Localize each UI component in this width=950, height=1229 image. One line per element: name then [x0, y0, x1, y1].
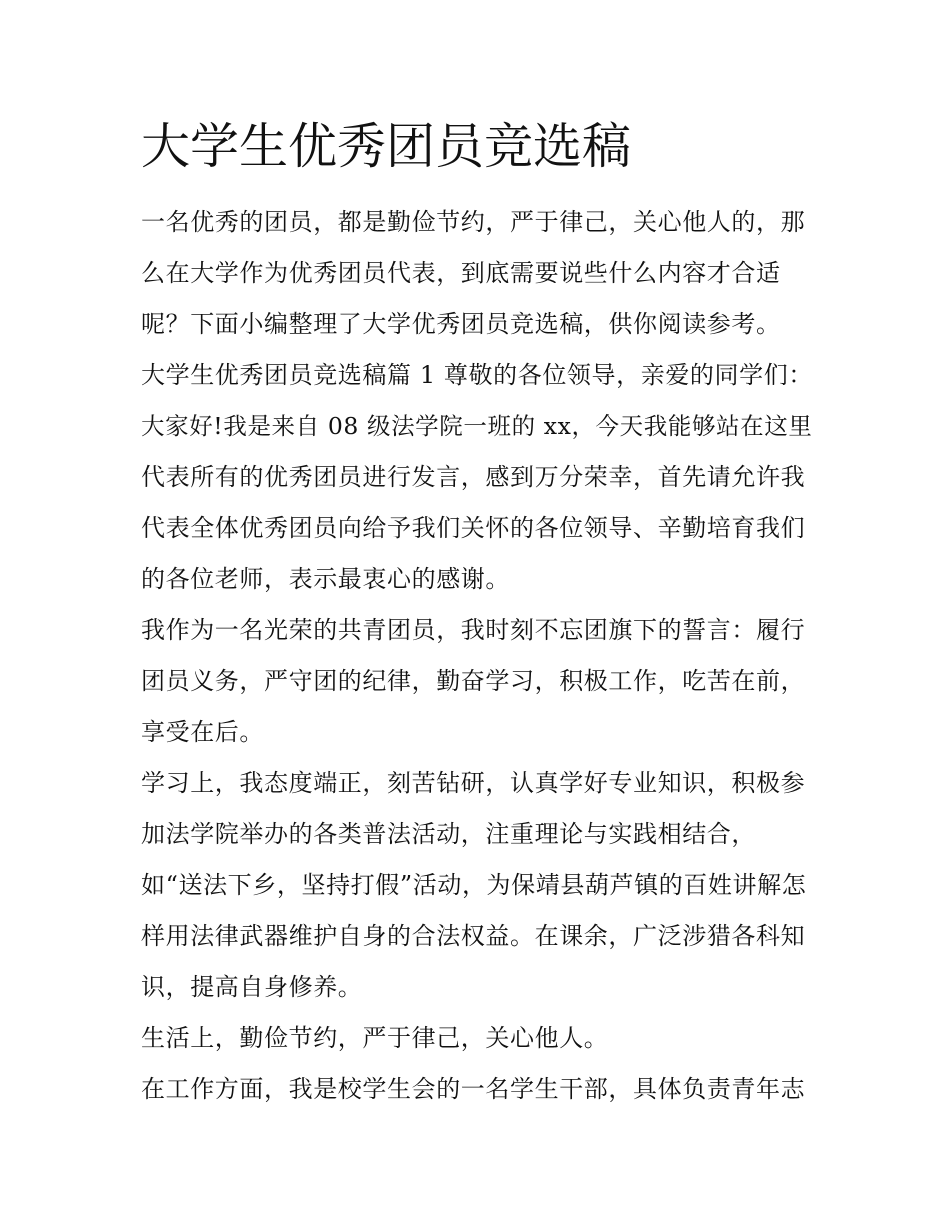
paragraph-line: 如“送法下乡，坚持打假”活动，为保靖县葫芦镇的百姓讲解怎 [141, 871, 807, 899]
paragraph-line: 识，提高自身修养。 [141, 973, 363, 1001]
paragraph-line: 生活上，勤俭节约，严于律己，关心他人。 [141, 1024, 609, 1052]
page-title: 大学生优秀团员竞选稿 [141, 118, 632, 175]
paragraph-line: 样用法律武器维护自身的合法权益。在课余，广泛涉猎各科知 [141, 922, 806, 950]
paragraph-line: 加法学院举办的各类普法活动，注重理论与实践相结合， [141, 820, 756, 848]
paragraph-line: 么在大学作为优秀团员代表，到底需要说些什么内容才合适 [141, 259, 781, 287]
paragraph-line: 呢？下面小编整理了大学优秀团员竞选稿，供你阅读参考。 [141, 310, 781, 338]
paragraph-line: 学习上，我态度端正，刻苦钻研，认真学好专业知识，积极参 [141, 769, 806, 797]
paragraph-line: 一名优秀的团员，都是勤俭节约，严于律己，关心他人的，那 [141, 208, 806, 236]
paragraph-line: 团员义务，严守团的纪律，勤奋学习，积极工作，吃苦在前， [141, 667, 806, 695]
paragraph-line: 我作为一名光荣的共青团员，我时刻不忘团旗下的誓言：履行 [141, 616, 806, 644]
paragraph-line: 大家好!我是来自 08 级法学院一班的 xx，今天我能够站在这里 [141, 412, 813, 440]
paragraph-line: 享受在后。 [141, 718, 264, 746]
paragraph-line: 代表所有的优秀团员进行发言，感到万分荣幸，首先请允许我 [141, 463, 806, 491]
paragraph-line: 在工作方面，我是校学生会的一名学生干部，具体负责青年志 [141, 1075, 806, 1103]
paragraph-line: 的各位老师，表示最衷心的感谢。 [141, 565, 510, 593]
paragraph-line: 大学生优秀团员竞选稿篇 1 尊敬的各位领导，亲爱的同学们： [141, 361, 813, 389]
paragraph-line: 代表全体优秀团员向给予我们关怀的各位领导、辛勤培育我们 [141, 514, 806, 542]
